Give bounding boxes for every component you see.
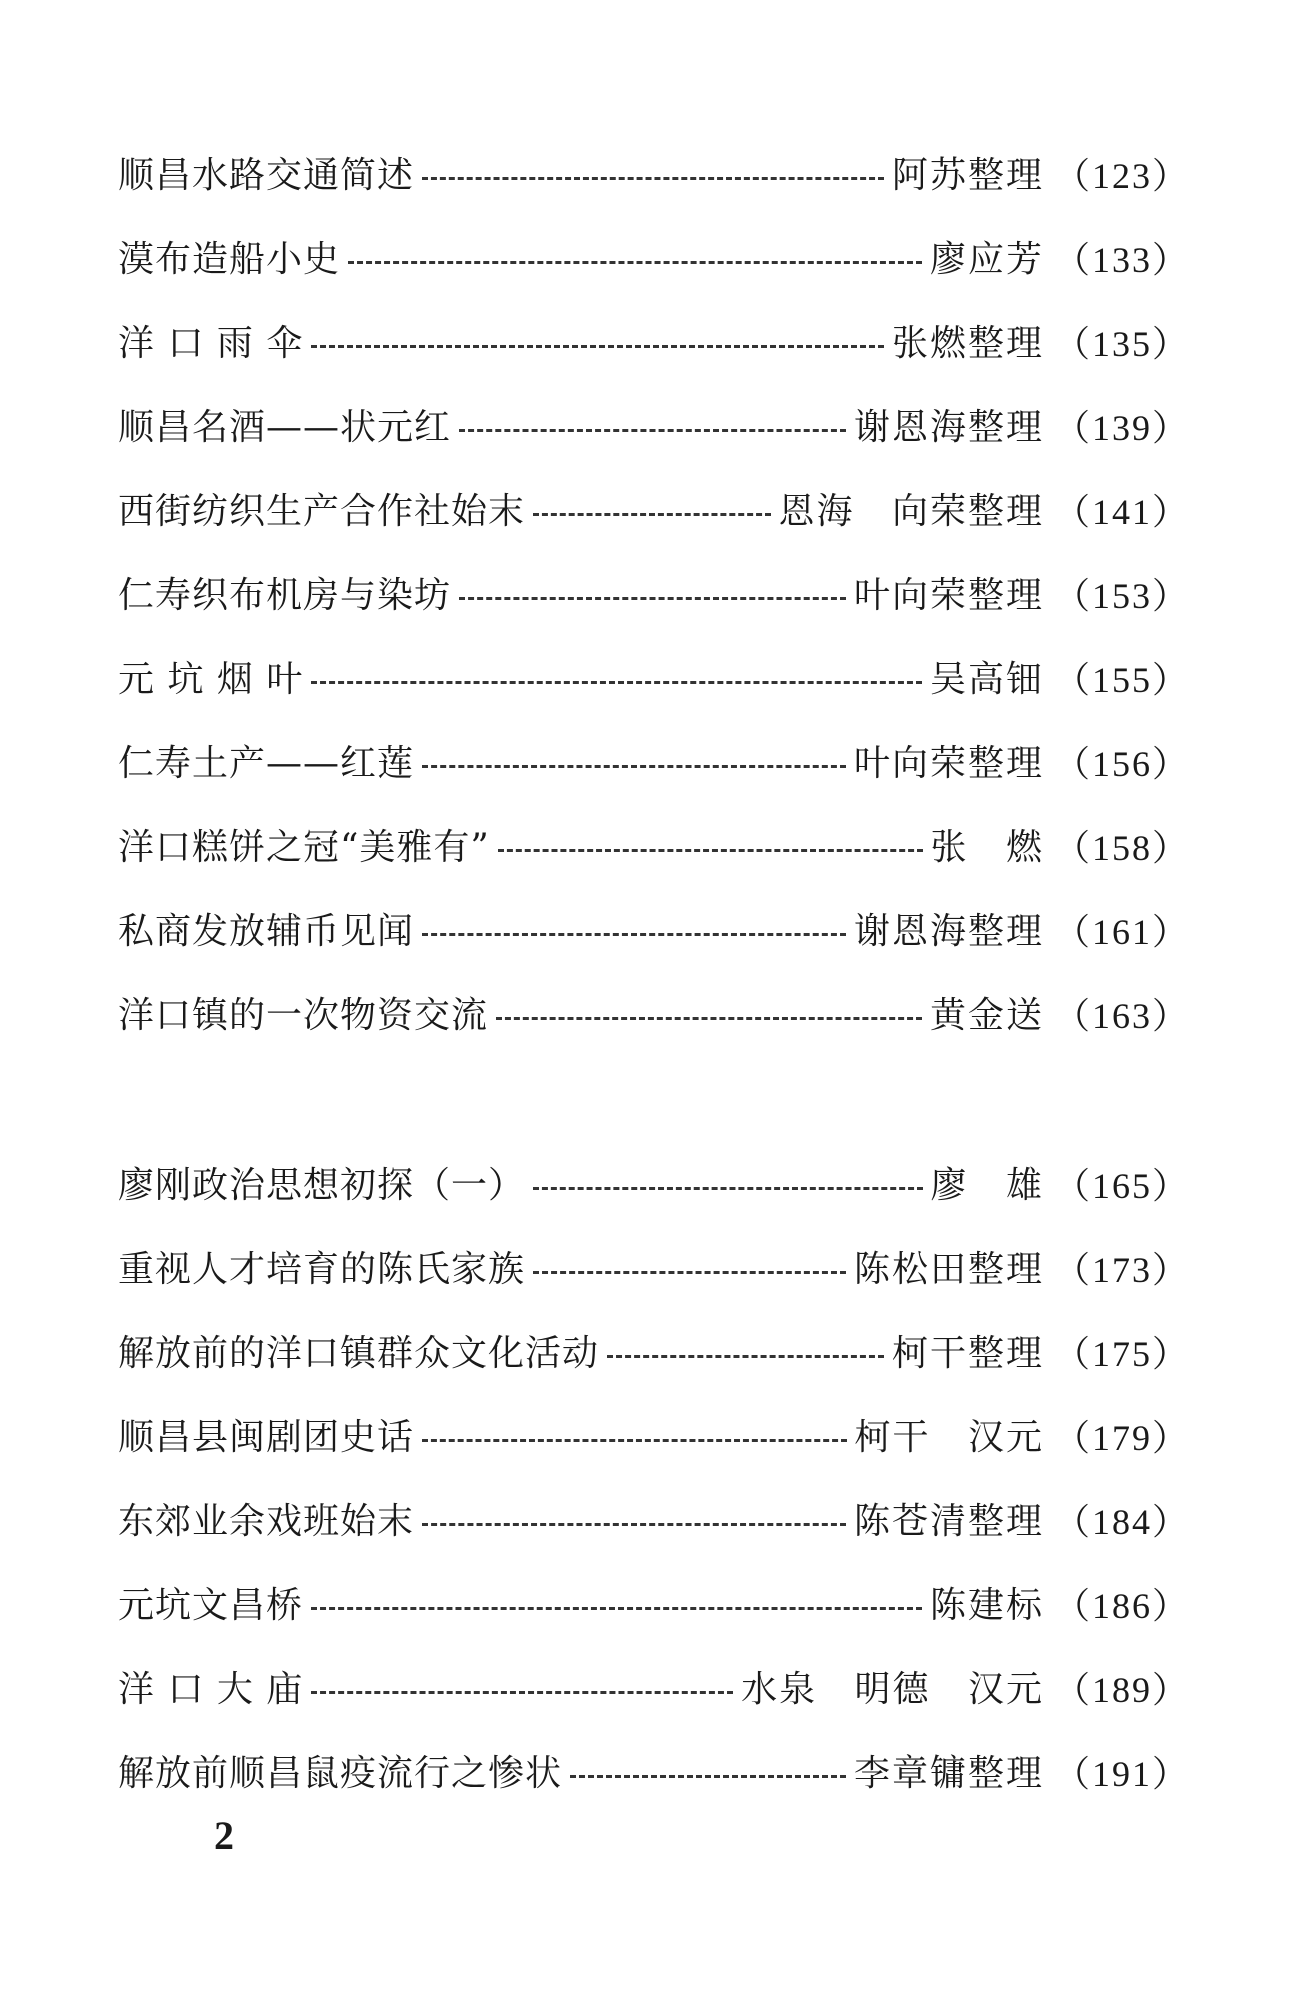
toc-entry (118, 1648, 1190, 1732)
entry-author: 柯干 汉元 (854, 1417, 1044, 1458)
entry-page: （161） (1053, 912, 1190, 952)
dot-leader (570, 1775, 846, 1778)
entry-author: 廖应芳 (929, 239, 1044, 280)
entry-title: 洋 口 大 庙 (118, 1669, 304, 1710)
dot-leader (422, 765, 846, 768)
toc-group-2 (118, 1144, 1190, 1816)
toc-entry (118, 1480, 1190, 1564)
entry-author: 水泉 明德 汉元 (741, 1669, 1044, 1710)
entry-page: （141） (1053, 492, 1190, 532)
toc-entry (118, 386, 1190, 470)
entry-author: 李章镛整理 (853, 1753, 1044, 1794)
entry-author: 张 燃 (930, 827, 1044, 868)
entry-author: 黄金送 (929, 995, 1044, 1036)
entry-title: 洋 口 雨 伞 (118, 323, 304, 364)
entry-page: （186） (1053, 1586, 1190, 1626)
dot-leader (533, 513, 771, 516)
entry-page: （163） (1053, 996, 1190, 1036)
entry-page: （153） (1053, 576, 1190, 616)
entry-title: 顺昌县闽剧团史话 (118, 1417, 415, 1458)
entry-page: （155） (1053, 660, 1190, 700)
entry-author: 廖 雄 (930, 1165, 1044, 1206)
dot-leader (533, 1187, 923, 1190)
entry-title: 洋口镇的一次物资交流 (118, 995, 489, 1036)
entry-title: 东郊业余戏班始末 (118, 1501, 415, 1542)
entry-author: 谢恩海整理 (853, 407, 1044, 448)
toc-entry (118, 1396, 1190, 1480)
page-number: 2 (214, 1813, 234, 1858)
entry-author: 陈苍清整理 (853, 1501, 1044, 1542)
dot-leader (311, 1691, 733, 1694)
entry-page: （191） (1053, 1754, 1190, 1794)
dot-leader (496, 1017, 922, 1020)
entry-page: （175） (1053, 1334, 1190, 1374)
entry-page: （165） (1053, 1166, 1190, 1206)
toc-entry (118, 218, 1190, 302)
dot-leader (348, 261, 922, 264)
entry-title: 漠布造船小史 (118, 239, 341, 280)
dot-leader (422, 1523, 846, 1526)
entry-title: 顺昌名酒——状元红 (118, 407, 452, 448)
entry-title: 元坑文昌桥 (118, 1585, 304, 1626)
entry-page: （184） (1053, 1502, 1190, 1542)
entry-author: 叶向荣整理 (853, 743, 1044, 784)
entry-author: 恩海 向荣整理 (778, 491, 1044, 532)
toc-entry (118, 302, 1190, 386)
toc-entry (118, 1564, 1190, 1648)
entry-page: （156） (1053, 744, 1190, 784)
entry-page: （123） (1053, 156, 1190, 196)
toc-entry (118, 1228, 1190, 1312)
toc-entry (118, 890, 1190, 974)
toc-entry (118, 134, 1190, 218)
dot-leader (533, 1271, 846, 1274)
entry-page: （133） (1053, 240, 1190, 280)
entry-title: 解放前顺昌鼠疫流行之惨状 (118, 1753, 563, 1794)
toc-entry (118, 806, 1190, 890)
dot-leader (422, 1439, 847, 1442)
entry-author: 叶向荣整理 (853, 575, 1044, 616)
entry-page: （158） (1053, 828, 1190, 868)
toc-entry (118, 974, 1190, 1058)
entry-author: 吴高钿 (929, 659, 1044, 700)
entry-title: 仁寿土产——红莲 (118, 743, 415, 784)
entry-title: 元 坑 烟 叶 (118, 659, 304, 700)
dot-leader (311, 345, 884, 348)
entry-author: 阿苏整理 (891, 155, 1044, 196)
toc-entry (118, 722, 1190, 806)
dot-leader (422, 177, 884, 180)
entry-author: 张燃整理 (891, 323, 1044, 364)
toc-entry (118, 470, 1190, 554)
toc-entry (118, 554, 1190, 638)
entry-author: 陈松田整理 (853, 1249, 1044, 1290)
entry-title: 私商发放辅币见闻 (118, 911, 415, 952)
entry-title: 廖刚政治思想初探（一） (118, 1165, 526, 1206)
dot-leader (311, 681, 922, 684)
toc-entry (118, 638, 1190, 722)
dot-leader (459, 597, 846, 600)
dot-leader (422, 933, 846, 936)
entry-author: 陈建标 (929, 1585, 1044, 1626)
toc-group-1 (118, 134, 1190, 1058)
toc-entry (118, 1732, 1190, 1816)
toc-entry (118, 1144, 1190, 1228)
entry-author: 柯干整理 (891, 1333, 1044, 1374)
entry-title: 重视人才培育的陈氏家族 (118, 1249, 526, 1290)
entry-title: 洋口糕饼之冠“美雅有” (118, 827, 490, 868)
entry-author: 谢恩海整理 (853, 911, 1044, 952)
dot-leader (459, 429, 846, 432)
entry-title: 西街纺织生产合作社始末 (118, 491, 526, 532)
entry-title: 解放前的洋口镇群众文化活动 (118, 1333, 600, 1374)
dot-leader (498, 849, 923, 852)
dot-leader (607, 1355, 884, 1358)
entry-page: （189） (1053, 1670, 1190, 1710)
dot-leader (311, 1607, 922, 1610)
toc-entry (118, 1312, 1190, 1396)
entry-title: 仁寿织布机房与染坊 (118, 575, 452, 616)
entry-page: （139） (1053, 408, 1190, 448)
entry-page: （135） (1053, 324, 1190, 364)
entry-page: （179） (1053, 1418, 1190, 1458)
table-of-contents (118, 134, 1190, 1816)
entry-title: 顺昌水路交通简述 (118, 155, 415, 196)
entry-page: （173） (1053, 1250, 1190, 1290)
